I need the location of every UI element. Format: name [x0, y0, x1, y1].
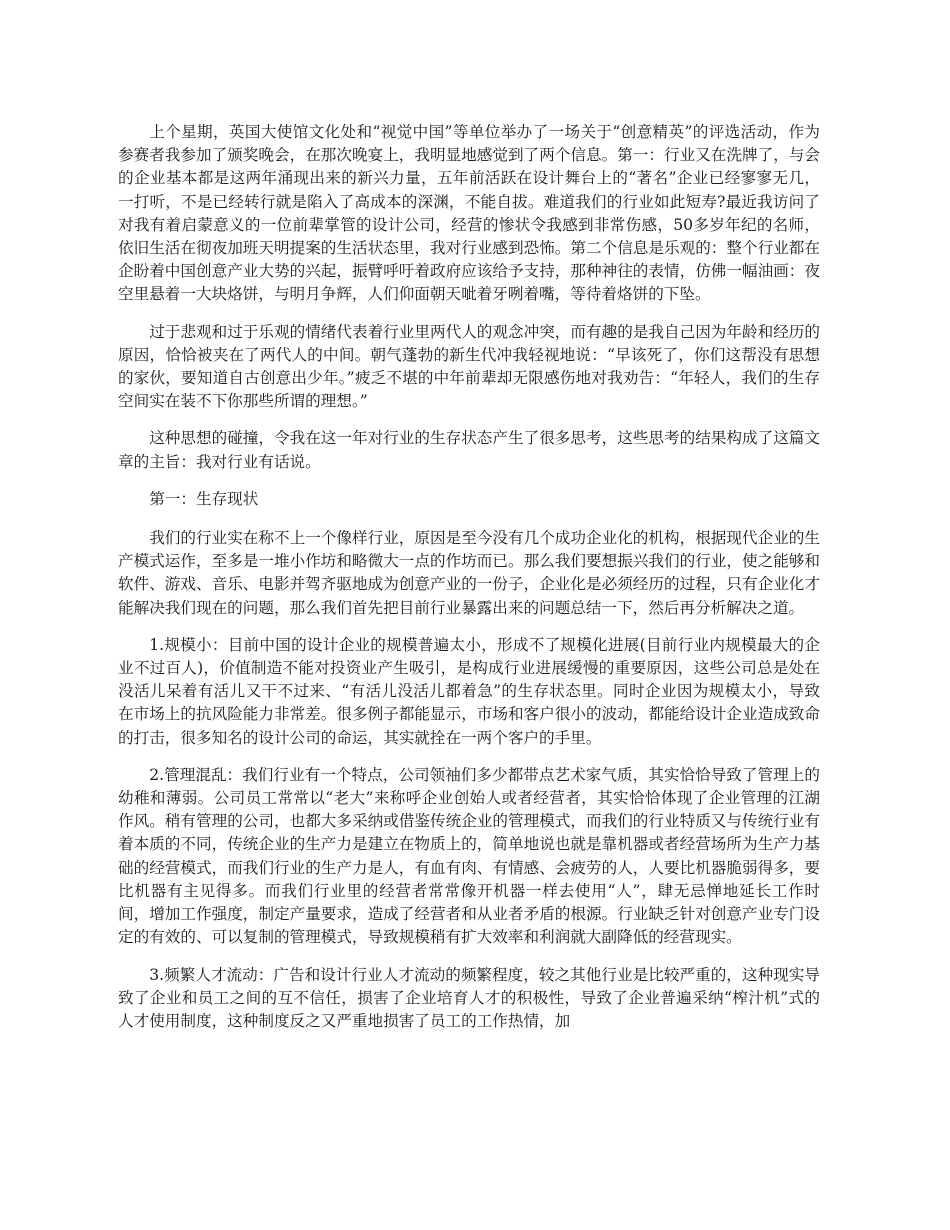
thesis-paragraph: 这种思想的碰撞，令我在这一年对行业的生存状态产生了很多思考，这些思考的结果构成了这篇文章的主旨：我对行业有话说。 [118, 429, 820, 471]
generations-paragraph: 过于悲观和过于乐观的情绪代表着行业里两代人的观念冲突，而有趣的是我自己因为年龄和经历的原因，恰恰被夹在了两代人的中间。朝气蓬勃的新生代冲我轻视地说：“早该死了，你们这帮没有思想的家伙，要知道自古创意出少年。”疲乏不堪的中年前辈却无限感伤地对我劝告：“年轻人，我们的生存空间实在装不下你那些所谓的理想。” [118, 322, 820, 411]
section-heading: 第一：生存现状 [149, 489, 259, 508]
industry-paragraph: 我们的行业实在称不上一个像样行业，原因是至今没有几个成功企业化的机构，根据现代企业的生产模式运作，至多是一堆小作坊和略微大一点的作坊而已。那么我们要想振兴我们的行业，使之能够和软件、游戏、音乐、电影并驾齐驱地成为创意产业的一份子，企业化是必须经历的过程，只有企业化才能解决我们现在的问题，那么我们首先把目前行业暴露出来的问题总结一下，然后再分析解决之道。 [118, 529, 820, 617]
point-talent-paragraph: 3.频繁人才流动：广告和设计行业人才流动的频繁程度，较之其他行业是比较严重的，这种现实导致了企业和员工之间的互不信任，损害了企业培育人才的积极性，导致了企业普遍采纳“榨汁机”式的人才使用制度，这种制度反之又严重地损害了员工的工作热情，加 [118, 965, 820, 1030]
intro-paragraph: 上个星期，英国大使馆文化处和“视觉中国”等单位举办了一场关于“创意精英”的评选活动，作为参赛者我参加了颁奖晚会，在那次晚宴上，我明显地感觉到了两个信息。第一：行业又在洗牌了，与会的企业基本都是这两年涌现出来的新兴力量，五年前活跃在设计舞台上的“著名”企业已经寥寥无几，一打听，不是已经转行就是陷入了高成本的深渊，不能自拔。难道我们的行业如此短寿?最近我访问了对我有着启蒙意义的一位前辈掌管的设计公司，经营的惨状令我感到非常伤感，50多岁年纪的名师，依旧生活在彻夜加班天明提案的生活状态里，我对行业感到恐怖。第二个信息是乐观的：整个行业都在企盼着中国创意产业大势的兴起，振臂呼吁着政府应该给予支持，那种神往的表情，仿佛一幅油画：夜空里悬着一大块烙饼，与明月争辉，人们仰面朝天呲着牙咧着嘴，等待着烙饼的下坠。 [118, 123, 820, 304]
point-management-paragraph: 2.管理混乱：我们行业有一个特点，公司领袖们多少都带点艺术家气质，其实恰恰导致了管理上的幼稚和薄弱。公司员工常常以“老大”来称呼企业创始人或者经营者，其实恰恰体现了企业管理的江湖作风。稍有管理的公司，也都大多采纳或借鉴传统企业的管理模式，而我们的行业特质又与传统行业有着本质的不同，传统企业的生产力是建立在物质上的，简单地说也就是靠机器或者经营场所为生产力基础的经营模式，而我们行业的生产力是人，有血有肉、有情感、会疲劳的人，人要比机器脆弱得多，要比机器有主见得多。而我们行业里的经营者常常像开机器一样去使用“人”，肆无忌惮地延长工作时间，增加工作强度，制定产量要求，造成了经营者和从业者矛盾的根源。行业缺乏针对创意产业专门设定的有效的、可以复制的管理模式，导致规模稍有扩大效率和利润就大副降低的经营现实。 [118, 765, 820, 947]
point-scale-paragraph: 1.规模小：目前中国的设计企业的规模普遍太小，形成不了规模化进展(目前行业内规模最大的企业不过百人)，价值制造不能对投资业产生吸引，是构成行业进展缓慢的重要原因，这些公司总是处在没活儿呆着有活儿又干不过来、“有活儿没活儿都着急”的生存状态里。同时企业因为规模太小，导致在市场上的抗风险能力非常差。很多例子都能显示，市场和客户很小的波动，都能给设计企业造成致命的打击，很多知名的设计公司的命运，其实就拴在一两个客户的手里。 [118, 635, 820, 747]
